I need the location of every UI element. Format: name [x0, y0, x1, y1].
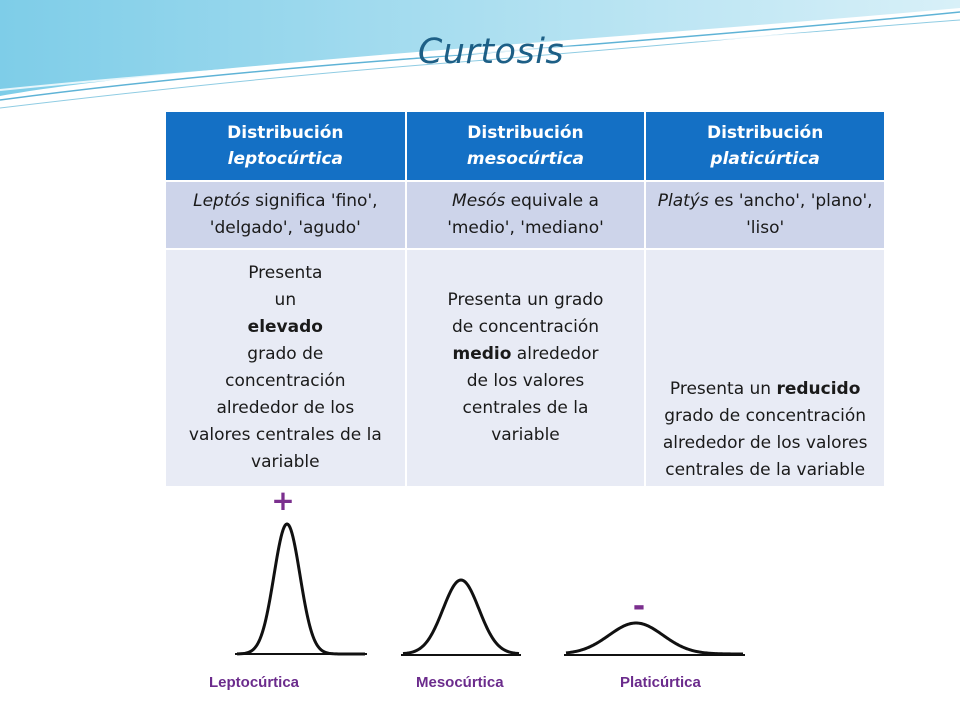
minus-sign: -	[632, 589, 646, 624]
cell-text: grado de	[247, 344, 324, 364]
emphasis-text: reducido	[776, 379, 861, 399]
cell-text: alrededor	[511, 344, 599, 364]
cell-text: Presenta un grado	[447, 290, 604, 310]
greek-term: Platýs	[657, 191, 709, 211]
label-platicurtica: Platicúrtica	[620, 674, 701, 691]
emphasis-text: elevado	[247, 317, 323, 337]
cell-text: concentración	[225, 371, 346, 391]
cell-text: centrales de la	[462, 398, 589, 418]
cell-text: variable	[251, 452, 320, 472]
cell-text: un	[274, 290, 297, 310]
cell-text: valores centrales de la	[188, 425, 382, 445]
cell-etymology-lepto	[166, 181, 406, 249]
table-header-row	[166, 112, 885, 181]
cell-text: variable	[491, 425, 560, 445]
cell-text: es 'ancho', 'plano',	[708, 191, 873, 211]
greek-term: Mesós	[452, 191, 506, 211]
slide-title: Curtosis	[417, 32, 565, 72]
header-platicurtica	[645, 112, 885, 181]
cell-text: centrales de la variable	[665, 460, 866, 480]
kurtosis-curves-figure	[195, 486, 745, 720]
cell-text: alrededor de los valores	[662, 433, 868, 453]
header-leptocurtica	[166, 112, 406, 181]
header-label: Distribución	[227, 123, 344, 143]
cell-text: Presenta	[248, 263, 323, 283]
cell-description-lepto	[166, 249, 406, 487]
cell-description-plati	[645, 249, 885, 487]
label-mesocurtica: Mesocúrtica	[416, 674, 504, 691]
cell-text: de concentración	[451, 317, 600, 337]
header-sublabel: platicúrtica	[710, 149, 820, 169]
cell-etymology-plati	[645, 181, 885, 249]
cell-text: 'delgado', 'agudo'	[209, 218, 361, 238]
label-leptocurtica: Leptocúrtica	[209, 674, 300, 691]
header-sublabel: mesocúrtica	[466, 149, 585, 169]
cell-text: 'medio', 'mediano'	[447, 218, 604, 238]
header-sublabel: leptocúrtica	[227, 149, 344, 169]
cell-text: significa 'fino',	[249, 191, 378, 211]
plus-sign: +	[271, 486, 295, 517]
cell-text: equivale a	[505, 191, 599, 211]
cell-text: Presenta un	[669, 379, 777, 399]
header-mesocurtica	[406, 112, 646, 181]
cell-text: alrededor de los	[216, 398, 355, 418]
emphasis-text: medio	[452, 344, 512, 364]
cell-etymology-meso	[406, 181, 646, 249]
greek-term: Leptós	[193, 191, 250, 211]
table-row-description	[166, 249, 885, 487]
header-label: Distribución	[467, 123, 584, 143]
cell-description-meso	[406, 249, 646, 487]
kurtosis-table	[166, 112, 886, 488]
table-row-etymology	[166, 181, 885, 249]
cell-text: grado de concentración	[664, 406, 867, 426]
cell-text: de los valores	[466, 371, 585, 391]
cell-text: 'liso'	[746, 218, 785, 238]
header-label: Distribución	[706, 123, 824, 143]
